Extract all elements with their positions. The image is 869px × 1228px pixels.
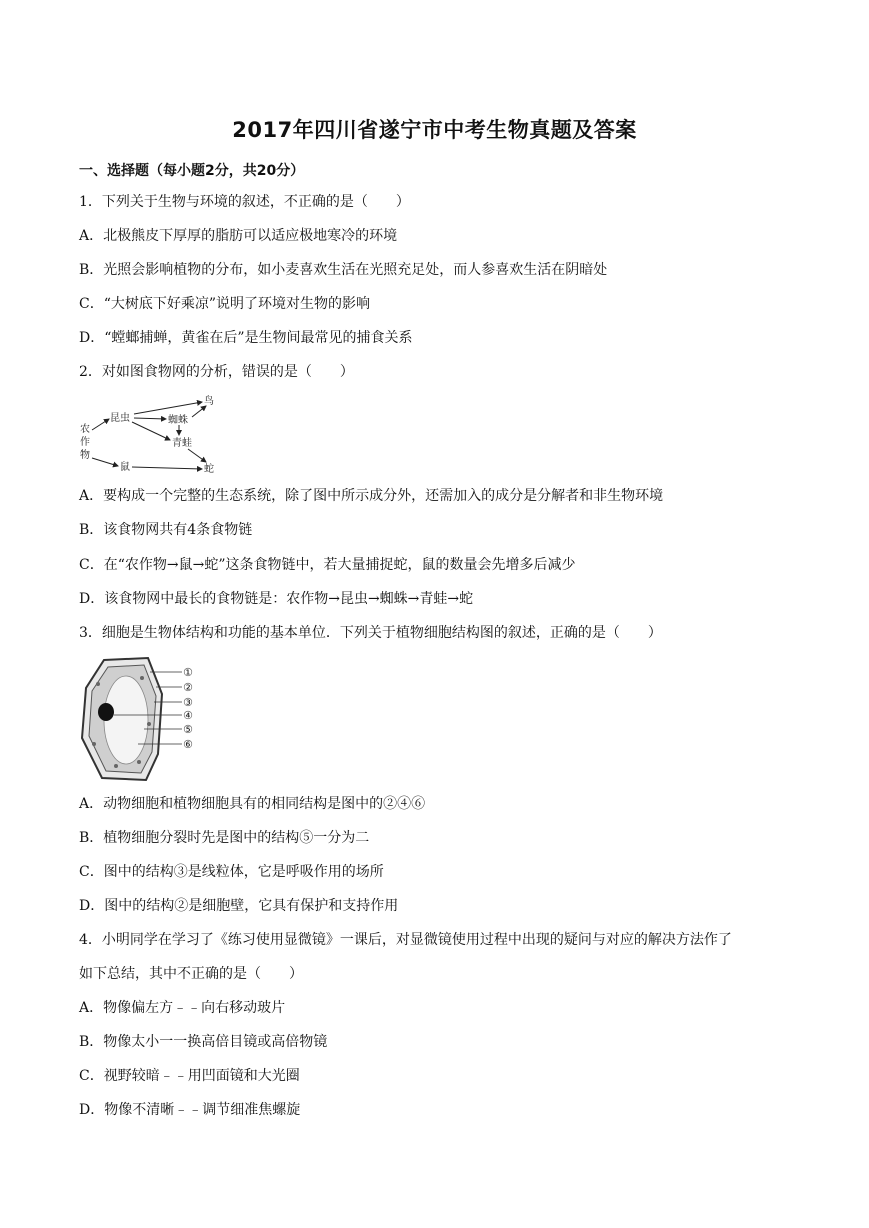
question-2-option-d: D．该食物网中最长的食物链是：农作物→昆虫→蜘蛛→青蛙→蛇 [79,591,474,607]
cell-label-6: ⑥ [183,738,193,751]
chloroplast-dot [96,682,100,686]
food-web-arrow-insect-bird [134,402,202,414]
chloroplast-dot [114,764,118,768]
chloroplast-dot [92,742,96,746]
cell-label-3: ③ [183,696,193,709]
question-3-option-c: C．图中的结构③是线粒体，它是呼吸作用的场所 [79,864,384,880]
question-3-option-b: B．植物细胞分裂时先是图中的结构⑤一分为二 [79,830,370,846]
question-4-option-c: C．视野较暗﹣﹣用凹面镜和大光圈 [79,1068,300,1084]
cell-label-5: ⑤ [183,723,193,736]
food-web-node-mouse: 鼠 [120,462,130,473]
question-1-stem: 1．下列关于生物与环境的叙述，不正确的是（ ） [79,194,410,210]
cell-label-4: ④ [183,709,193,722]
question-3-option-d: D．图中的结构②是细胞壁，它具有保护和支持作用 [79,898,399,914]
question-2-stem: 2．对如图食物网的分析，错误的是（ ） [79,364,354,380]
nucleus-shape [98,703,114,721]
food-web-node-insect: 昆虫 [110,413,130,424]
food-web-arrow-crop-mouse [92,458,118,466]
cell-label-1: ① [183,666,193,679]
vacuole-shape [104,676,148,764]
food-web-node-snake: 蛇 [204,464,214,475]
question-3-option-a: A．动物细胞和植物细胞具有的相同结构是图中的②④⑥ [79,796,426,812]
question-1-option-d: D．“螳螂捕蝉，黄雀在后”是生物间最常见的捕食关系 [79,330,413,346]
food-web-diagram [76,392,226,477]
chloroplast-dot [137,760,141,764]
food-web-arrow-insect-spider [134,418,166,419]
chloroplast-dot [147,722,151,726]
chloroplast-dot [140,676,144,680]
page-title: 2017年四川省遂宁市中考生物真题及答案 [232,118,637,142]
food-web-arrow-insect-frog [132,422,170,440]
section-heading: 一、选择题（每小题2分，共20分） [79,163,305,179]
question-1-option-a: A．北极熊皮下厚厚的脂肪可以适应极地寒冷的环境 [79,228,398,244]
question-4-stem-line-2: 如下总结，其中不正确的是（ ） [79,966,303,982]
food-web-arrow-mouse-snake [132,467,202,469]
cell-label-2: ② [183,681,193,694]
question-2-option-b: B．该食物网共有4条食物链 [79,522,253,538]
question-4-option-a: A．物像偏左方﹣﹣向右移动玻片 [79,1000,286,1016]
question-2-option-a: A．要构成一个完整的生态系统，除了图中所示成分外，还需加入的成分是分解者和非生物环境 [79,488,664,504]
plant-cell-diagram [76,654,206,784]
question-1-option-c: C．“大树底下好乘凉”说明了环境对生物的影响 [79,296,371,312]
question-3-stem: 3．细胞是生物体结构和功能的基本单位．下列关于植物细胞结构图的叙述，正确的是（ ） [79,625,662,641]
food-web-node-crop-1: 农 [80,424,90,435]
food-web-node-spider: 蜘蛛 [168,415,188,426]
question-2-option-c: C．在“农作物→鼠→蛇”这条食物链中，若大量捕捉蛇，鼠的数量会先增多后减少 [79,557,576,573]
food-web-node-crop-3: 物 [80,450,90,461]
question-4-stem-line-1: 4．小明同学在学习了《练习使用显微镜》一课后，对显微镜使用过程中出现的疑问与对应的解决方法作了 [79,932,732,948]
food-web-arrow-spider-bird [192,406,206,417]
food-web-arrow-crop-insect [92,419,109,430]
question-4-option-b: B．物像太小一一换高倍目镜或高倍物镜 [79,1034,328,1050]
question-4-option-d: D．物像不清晰﹣﹣调节细准焦螺旋 [79,1102,301,1118]
question-1-option-b: B．光照会影响植物的分布，如小麦喜欢生活在光照充足处，而人参喜欢生活在阴暗处 [79,262,608,278]
food-web-node-frog: 青蛙 [172,438,192,449]
food-web-node-crop-2: 作 [80,437,90,448]
food-web-arrow-frog-snake [188,449,206,462]
food-web-node-bird: 鸟 [204,396,214,407]
